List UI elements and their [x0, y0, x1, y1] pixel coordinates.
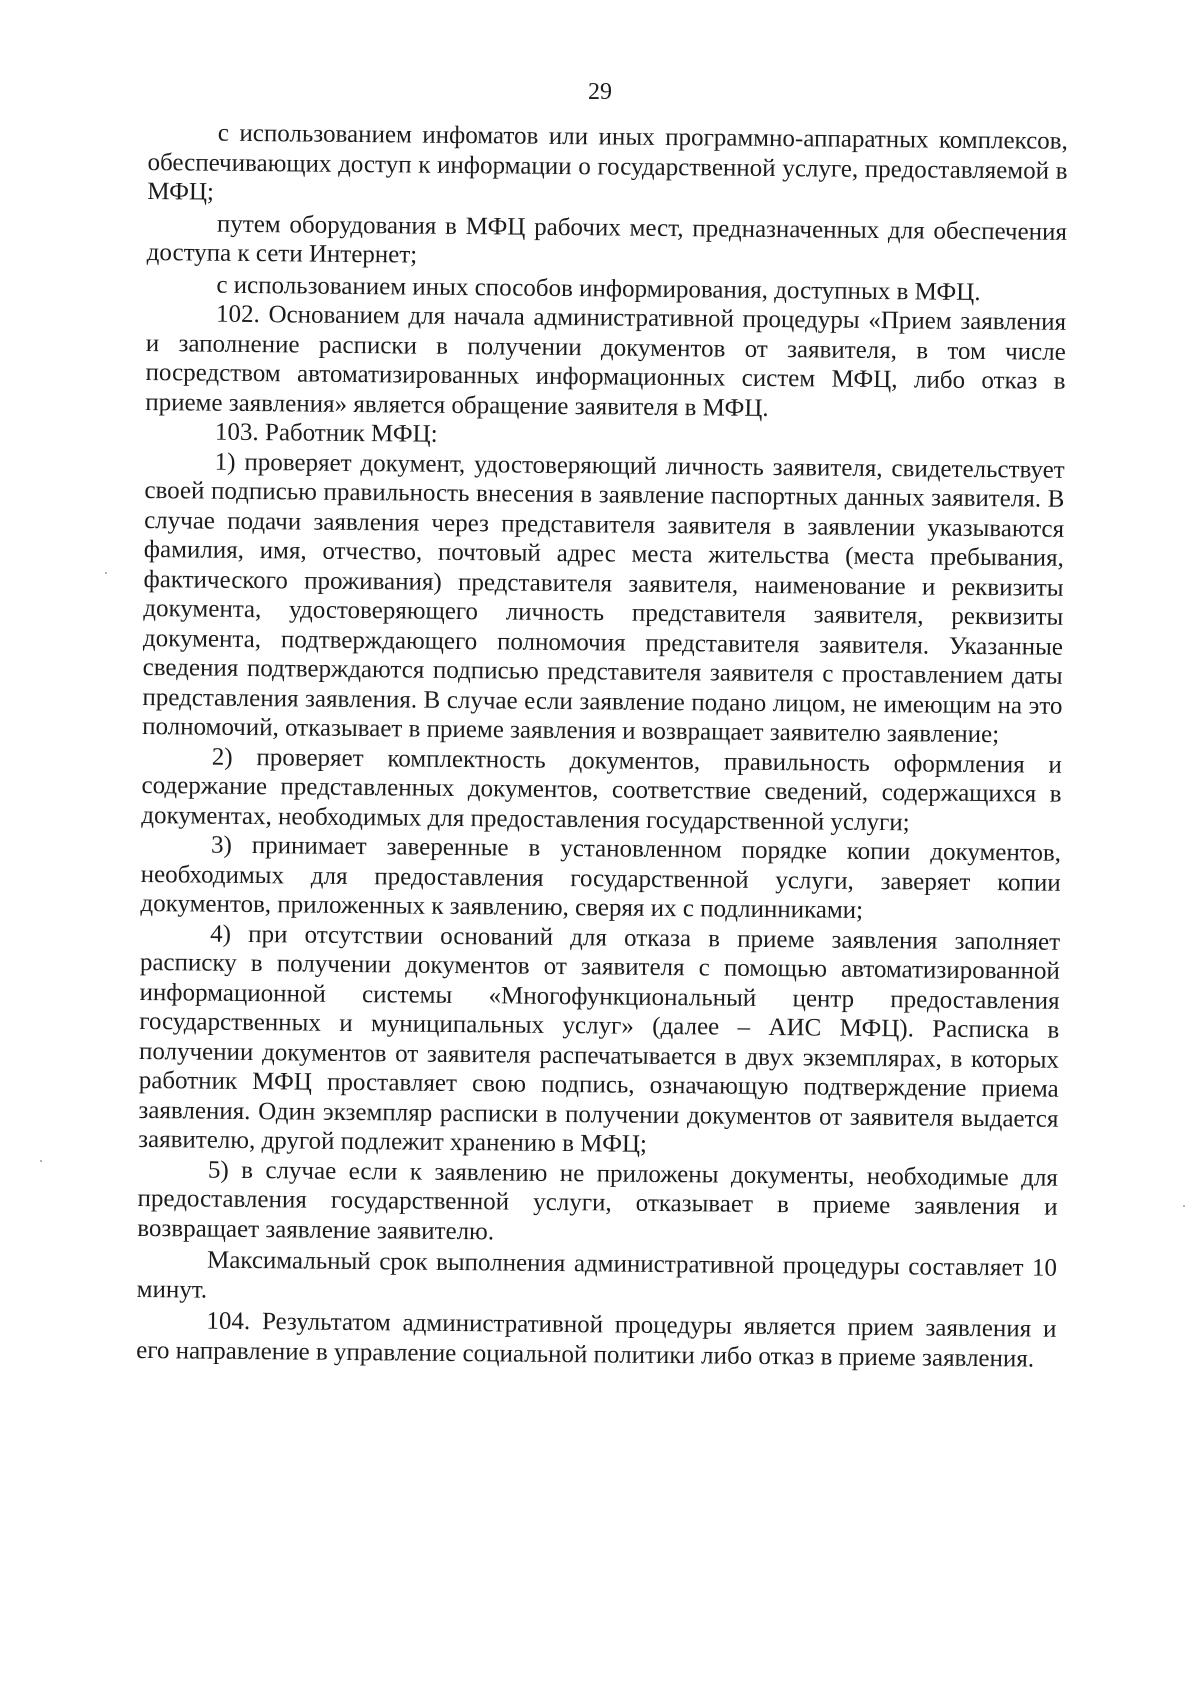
- paragraph-103: 103. Работник МФЦ:: [214, 418, 438, 448]
- paragraph-103-item-1: 1) проверяет документ, удостоверяющий личность заявителя, свидетельствует своей подписью правильность внесения в заявление паспортных данных заявителя. В случае подачи заявления через представителя заявителя в заявлении указываются фамилия, имя, отчество, почтовый адрес места жительства (места пребывания, фактического проживания) представителя заявителя, наименование и реквизиты документа, удостоверяющего личность представителя заявителя, реквизиты документа, подтверждающего полномочия представителя заявителя. Указанные сведения подтверждаются подписью представителя заявителя с проставлением даты представления заявления. В случае если заявление подано лицом, не имеющим на это полномочий, отказывает в приеме заявления и возвращает заявителю заявление;: [142, 448, 1065, 749]
- paragraph-103-item-5: 5) в случае если к заявлению не приложены документы, необходимые для предоставления государственной услуги, отказывает в приеме заявления и возвращает заявление заявителю.: [137, 1156, 1058, 1245]
- paragraph-workstations: путем оборудования в МФЦ рабочих мест, предназначенных для обеспечения доступа к сети Интернет;: [146, 210, 1068, 269]
- paragraph-other-methods: с использованием иных способов информирования, доступных в МФЦ.: [216, 271, 981, 306]
- paragraph-103-item-3: 3) принимает заверенные в установленном порядке копии документов, необходимых для предоставления государственной услуги, заверяет копии документов, приложенных к заявлению, сверяя их с подлинниками;: [140, 831, 1062, 924]
- paragraph-103-item-2: 2) проверяет комплектность документов, правильность оформления и содержание представленных документов, соответствие сведений, содержащихся в документах, необходимых для предоставления государственной услуги;: [141, 743, 1062, 836]
- paragraph-max-duration: Максимальный срок выполнения административной процедуры составляет 10 минут.: [136, 1246, 1058, 1304]
- scan-speck: [40, 1160, 42, 1162]
- page-number: 29: [588, 79, 612, 105]
- paragraph-104: 104. Результатом административной процедуры является прием заявления и его направление в управление социальной политики либо отказ в приеме заявления.: [136, 1307, 1057, 1373]
- paragraph-103-item-4: 4) при отсутствии оснований для отказа в приеме заявления заполняет расписку в получении документов от заявителя с помощью автоматизированной информационной системы «Многофункциональный центр предоставления государственных и муниципальных услуг» (далее – АИС МФЦ). Расписка в получении документов от заявителя распечатывается в двух экземплярах, в которых работник МФЦ проставляет свою подпись, означающую подтверждение приема заявления. Один экземпляр расписки в получении документов от заявителя выдается заявителю, другой подлежит хранению в МФЦ;: [138, 920, 1061, 1158]
- paragraph-infomats: с использованием инфоматов или иных программно-аппаратных комплексов, обеспечивающих доступ к информации о государственной услуге, предоставляемой в МФЦ;: [147, 119, 1068, 206]
- paragraph-102: 102. Основанием для начала административной процедуры «Прием заявления и заполнение расписки в получении документов от заявителя, в том числе посредством автоматизированных информационных систем МФЦ, либо отказ в приеме заявления» является обращение заявителя в МФЦ.: [145, 300, 1067, 422]
- scan-speck: [1183, 1205, 1185, 1207]
- document-body: [136, 118, 1068, 1374]
- scan-speck: [105, 572, 107, 574]
